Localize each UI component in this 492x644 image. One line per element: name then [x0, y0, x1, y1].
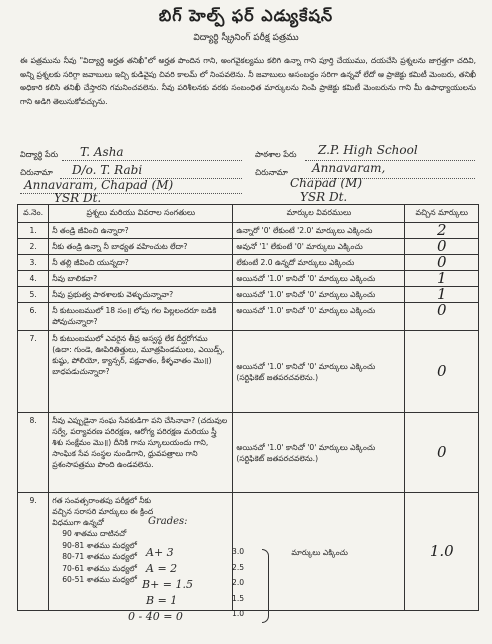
handwritten-grade: 0 - 40 = 0	[128, 610, 183, 623]
row-question: నీ తండ్రి జీవించి ఉన్నారా?	[49, 223, 233, 239]
table-row	[18, 287, 479, 303]
col-header-question: ప్రశ్నలు మరియు వివరాల సంగతులు	[49, 205, 233, 223]
table-row	[18, 255, 479, 271]
school-name: Z.P. High School	[318, 143, 418, 157]
row-number: 9.	[18, 493, 49, 611]
row-criteria: మార్కులు ఎక్కించు	[291, 548, 348, 557]
student-name: T. Asha	[80, 145, 124, 159]
row-criteria-cell	[233, 493, 405, 611]
row-number: 3.	[18, 255, 49, 271]
student-address-line2: YSR Dt.	[54, 191, 102, 205]
col-header-criteria: మార్కుల వివరములు	[233, 205, 405, 223]
row-number: 7.	[18, 331, 49, 413]
row-question-grades	[49, 493, 233, 611]
grade-score: 2.0	[232, 578, 245, 588]
table-row	[18, 223, 479, 239]
table-row	[18, 493, 479, 611]
grade-range: 90-81 శాతము మధ్యలో	[62, 540, 137, 550]
row-number: 8.	[18, 413, 49, 493]
row-marks[interactable]: 0	[405, 413, 479, 493]
row-criteria: అయినచో '1.0' కానిచో '0' మార్కులు ఎక్కించు (సర్టిఫికెట్ జతపరచవలెను.)	[233, 413, 405, 493]
handwritten-grade: A = 2	[146, 562, 178, 575]
row-question: నీ కుటుంబములో ఎవరైన తీవ్ర అస్వస్థ లేక దీర్ఘరోగము (ఉదా: గుండె, ఊపిరితిత్తులు, మూత్రపిండములు, ఎయిడ్స్, కుష్ఠు, పోలియో, క్యాన్సర్, పక్షవాతం, కీళ్ళవాతం మొ॥) బాధపడుచున్నారా?	[49, 331, 233, 413]
page-title: బిగ్ హెల్ప్ ఫర్ ఎడ్యుకేషన్	[158, 6, 334, 25]
row-question: నీవు ప్రభుత్వ పాఠశాలకు వెళ్ళుచున్నావా?	[49, 287, 233, 303]
col-header-marks: వచ్చిన మార్కులు	[405, 205, 479, 223]
table-row	[18, 303, 479, 331]
row-marks[interactable]: 0	[405, 331, 479, 413]
row-marks[interactable]: 1.0	[405, 493, 479, 611]
row-question: నీ కుటుంబములో 18 సం॥ లోపు గల పిల్లలందరూ బడికి పోవుచున్నారా?	[49, 303, 233, 331]
grade-range: 80-71 శాతము మధ్యలో	[62, 552, 137, 561]
row-number: 6.	[18, 303, 49, 331]
screening-table	[17, 204, 479, 611]
table-row	[18, 413, 479, 493]
grade-score-list	[232, 544, 244, 622]
student-father-name: D/o. T. Rabi	[72, 163, 143, 177]
col-header-number: వ.నెం.	[18, 205, 49, 223]
row-marks[interactable]: 0	[405, 239, 479, 255]
handwritten-grade: A+ 3	[146, 546, 174, 559]
row-criteria: అయినచో '1.0' కానిచో '0' మార్కులు ఎక్కించు	[233, 303, 405, 331]
row-criteria: అయినచో '1.0' కానిచో '0' మార్కులు ఎక్కించు	[233, 287, 405, 303]
school-address-line2: Chapad (M)	[290, 176, 363, 190]
grade-score: 3.0	[232, 547, 245, 556]
row-number: 2.	[18, 239, 49, 255]
row-question: నీవు ఎప్పుడైనా సంఘ సేవకుడిగా పని చేసినావా? (చదువుల సర్వే, పర్యావరణ పరిరక్షణ, ఆరోగ్య పరిరక్షణ మరియు స్త్రీ శిశు సంక్షేమం మొ॥) దీనికి గాను స్కూలుయందు గాని, సాంఘిక సేవ సంస్థల నుండిగాని, ధ్రువపత్రాలు గాని ప్రశంసాపత్రము పొంది ఉండవలెను.	[49, 413, 233, 493]
row-question: నీ తల్లి జీవించి యున్నదా?	[49, 255, 233, 271]
row-criteria: అయినచో '1.0' కానిచో '0' మార్కులు ఎక్కించు (సర్టిఫికెట్ జతపరచవలెను.)	[233, 331, 405, 413]
row-marks[interactable]: 1	[405, 271, 479, 287]
row-number: 5.	[18, 287, 49, 303]
grade-range: 60-51 శాతము మధ్యలో	[62, 575, 137, 584]
grade-score: 1.5	[232, 593, 245, 603]
handwritten-grades-title: Grades:	[148, 516, 188, 527]
row-number: 1.	[18, 223, 49, 239]
row-marks[interactable]: 0	[405, 255, 479, 271]
grade-score: 2.5	[232, 562, 245, 572]
row-criteria: లేకుంటే 2.0 ఉన్నదో మార్కులు ఎక్కించు	[233, 255, 405, 271]
handwritten-grade: B = 1	[146, 594, 178, 607]
school-address-line1: Annavaram,	[312, 161, 386, 175]
student-address-line1: Annavaram, Chapad (M)	[24, 178, 174, 192]
row-question: నీకు తండ్రి ఉన్నా నీ బాధ్యత వహించుట లేదా?	[49, 239, 233, 255]
grade-range: 70-61 శాతము మధ్యలో	[62, 563, 137, 573]
grade-brace	[262, 549, 269, 623]
school-name-label: పాఠశాల పేరు	[255, 150, 297, 159]
school-address-label: చిరునామా	[255, 168, 288, 177]
table-row	[18, 239, 479, 255]
row-marks[interactable]: 2	[405, 223, 479, 239]
row-criteria: ఉన్నారో '0' లేకుంటే '2.0' మార్కులు ఎక్కించు	[233, 223, 405, 239]
grade-score: 1.0	[232, 609, 245, 619]
row-marks[interactable]: 0	[405, 303, 479, 331]
row-question: నీవు బాలికవా?	[49, 271, 233, 287]
school-address-line3: YSR Dt.	[300, 190, 348, 204]
table-header-row	[18, 205, 479, 223]
page-subtitle: విద్యార్థి స్క్రీనింగ్ పరీక్ష పత్రము	[193, 33, 299, 43]
row-question: గత సంవత్సరాంతపు పరీక్షలో నీకు వచ్చిన సరాసరి మార్కులు ఈ క్రింద విధముగా ఉన్నచో	[52, 496, 154, 527]
table-row	[18, 271, 479, 287]
row-criteria: అవునో '1' లేకుంటే '0' మార్కులు ఎక్కించు	[233, 239, 405, 255]
row-criteria: అయినచో '1.0' కానిచో '0' మార్కులు ఎక్కించు	[233, 271, 405, 287]
student-name-label: విద్యార్థి పేరు	[20, 150, 59, 159]
table-row	[18, 331, 479, 413]
student-address-label: చిరునామా	[20, 168, 53, 177]
intro-text: ఈ పత్రమును నీవు "విద్యార్థి అర్హత తనిఖీ"లో అర్హత పొందిన గాని, అంగవైకల్యము కలిగి ఉన్నా గాని పూర్తి చేయుము, దయచేసి ప్రశ్నలను జాగ్రత్తగా చదివి, అన్ని ప్రశ్నలకు సరిగ్గా జవాబులు ఇచ్చి కుడివైపు చివరి కాలమ్ లో నింపవలెను. నీ జవాబులు అసంబద్ధం సరిగా ఉన్నవో లేదో ఆ ప్రాజెక్టు కమిటీ మెంబరు, తనిఖీ అధికారి కలిసి తనిఖీ చేస్తారని గమనించవలెను. నీవు పరిశీలనకు వరకు సంబంధిత మార్కులను నింపి ప్రాజెక్టు కమిటీ మెంబరును గాని మీ ఉపాధ్యాయులను గాని అడిగి తెలుసుకోవచ్చును.	[20, 56, 476, 106]
handwritten-grade: B+ = 1.5	[142, 578, 194, 591]
grade-range: 90 శాతము దాటినచో	[62, 529, 127, 538]
row-marks[interactable]: 1	[405, 287, 479, 303]
row-number: 4.	[18, 271, 49, 287]
